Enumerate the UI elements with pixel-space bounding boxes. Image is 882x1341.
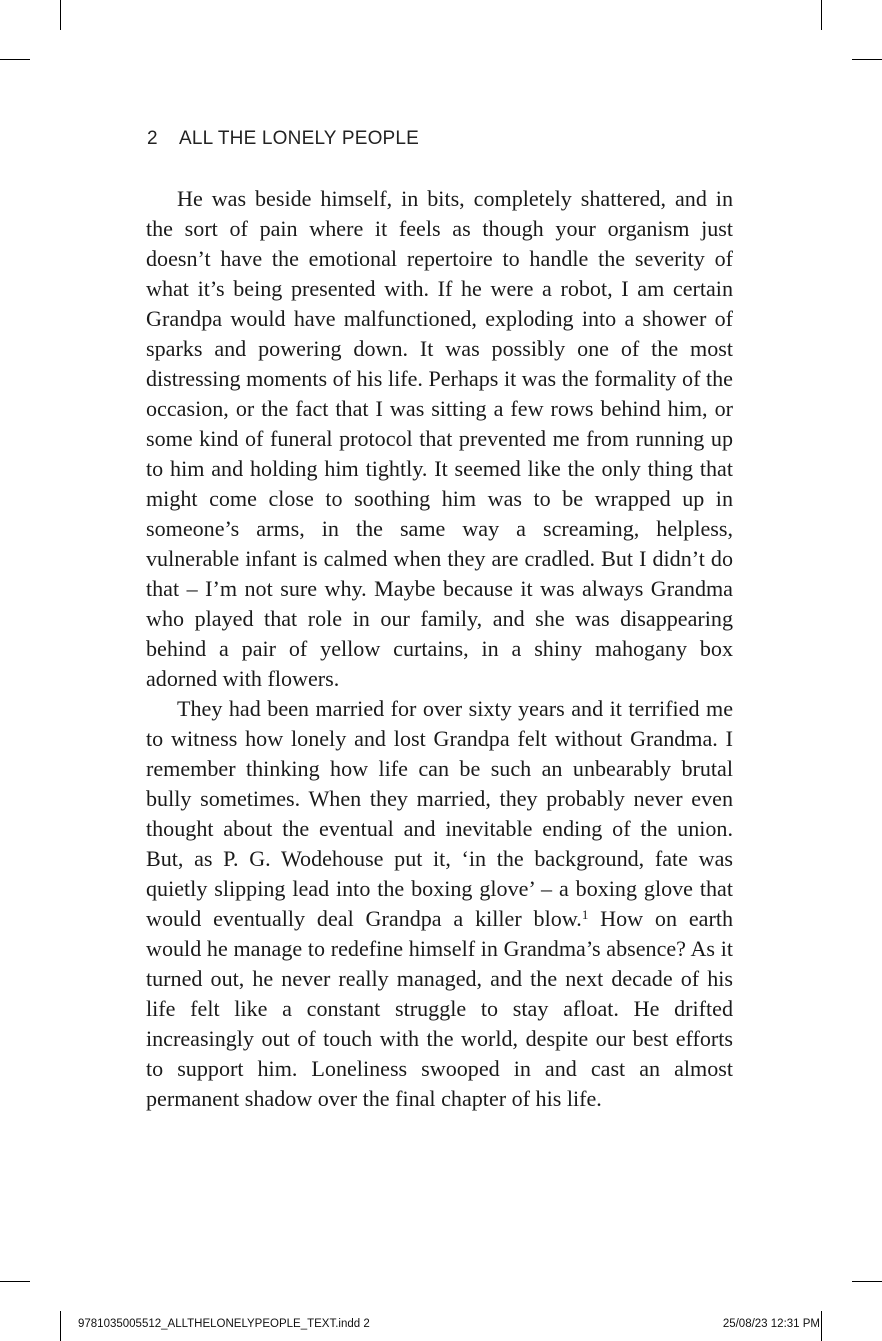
crop-mark-left-top [0,59,30,60]
crop-mark-top-left [60,0,61,30]
body-text [146,184,733,1114]
slug-file-name: 9781035005512_ALLTHELONELYPEOPLE_TEXT.indd 2 [78,1318,370,1330]
paragraph-1: He was beside himself, in bits, completely shattered, and in the sort of pain where it feels as though your organism just doesn’t have the emotional repertoire to handle the severity of what it’s being presented with. If he were a robot, I am certain Grandpa would have malfunctioned, exploding into a shower of sparks and powering down. It was possibly one of the most distressing moments of his life. Perhaps it was the formality of the occasion, or the fact that I was sitting a few rows behind him, or some kind of funeral protocol that prevented me from running up to him and holding him tightly. It seemed like the only thing that might come close to soothing him was to be wrapped up in someone’s arms, in the same way a screaming, helpless, vulnerable infant is calmed when they are cradled. But I didn’t do that – I’m not sure why. Maybe because it was always Grandma who played that role in our family, and she was disappearing behind a pair of yellow curtains, in a shiny mahogany box adorned with flowers. [146,186,733,691]
paragraph-2-part-1: They had been married for over sixty years and it terrified me to witness how lonely and lost Grandpa felt without Grandma. I remember thinking how life can be such an unbearably brutal bully sometimes. When they married, they probably never even thought about the eventual and inevitable ending of the union. But, as P. G. Wodehouse put it, ‘in the background, fate was quietly slipping lead into the boxing glove’ – a boxing glove that would eventually deal Grandpa a killer blow. [146,696,733,931]
crop-mark-bottom-left [60,1311,61,1341]
crop-mark-top-right [821,0,822,30]
running-head [147,128,419,150]
crop-mark-right-top [852,59,882,60]
running-head-title: ALL THE LONELY PEOPLE [179,128,420,149]
crop-mark-right-bottom [852,1281,882,1282]
footnote-reference: 1 [581,907,589,922]
page-number: 2 [147,128,158,149]
slug-timestamp: 25/08/23 12:31 PM [722,1318,820,1330]
crop-mark-bottom-right [821,1311,822,1341]
paragraph-2-part-2: How on earth would he manage to redefine himself in Grandma’s absence? As it turned out, he never really managed, and the next decade of his life felt like a constant struggle to stay afloat. He drifted increasingly out of touch with the world, despite our best efforts to support him. Loneliness swooped in and cast an almost permanent shadow over the final chapter of his life. [146,906,734,1111]
crop-mark-left-bottom [0,1281,30,1282]
paragraph-2 [146,694,733,1114]
